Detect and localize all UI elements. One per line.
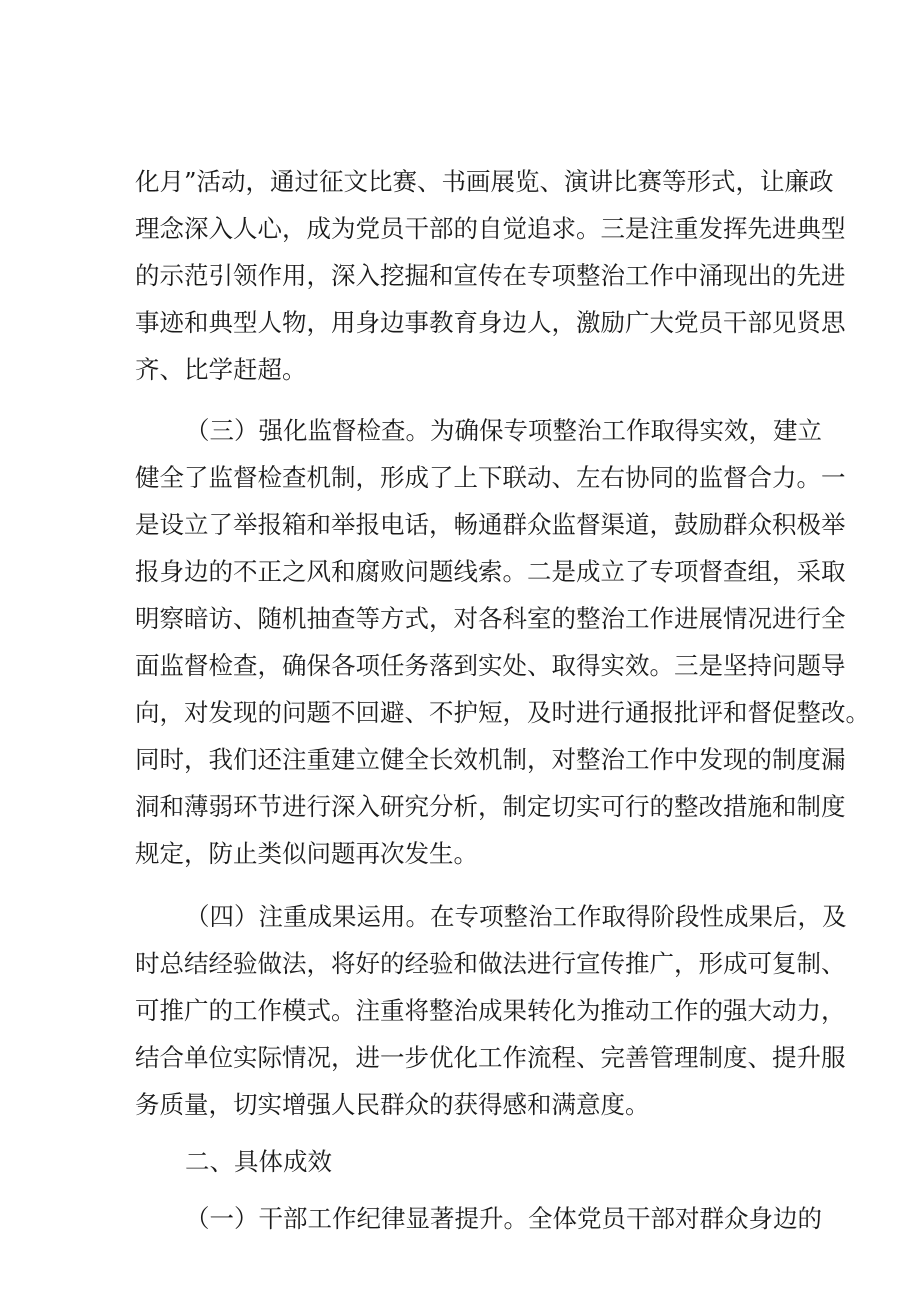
paragraph-line: 可推广的工作模式。注重将整治成果转化为推动工作的强大动力， <box>135 996 846 1025</box>
paragraph-line: 健全了监督检查机制，形成了上下联动、左右协同的监督合力。一 <box>135 463 846 492</box>
paragraph-line: 的示范引领作用，深入挖掘和宣传在专项整治工作中涌现出的先进 <box>135 261 846 290</box>
paragraph-line: 报身边的不正之风和腐败问题线索。二是成立了专项督查组，采取 <box>135 557 846 586</box>
paragraph-line: （三）强化监督检查。为确保专项整治工作取得实效，建立 <box>185 416 822 445</box>
paragraph-line: （一）干部工作纪律显著提升。全体党员干部对群众身边的 <box>185 1204 822 1233</box>
paragraph-line: 明察暗访、随机抽查等方式，对各科室的整治工作进展情况进行全 <box>135 604 846 633</box>
section-heading: 二、具体成效 <box>185 1147 332 1176</box>
paragraph-line: 理念深入人心，成为党员干部的自觉追求。三是注重发挥先进典型 <box>135 214 846 243</box>
paragraph-line: 规定，防止类似问题再次发生。 <box>135 839 478 868</box>
paragraph-line: 向，对发现的问题不回避、不护短，及时进行通报批评和督促整改。 <box>135 698 870 727</box>
paragraph-line: 事迹和典型人物，用身边事教育身边人，激励广大党员干部见贤思 <box>135 308 846 337</box>
paragraph-line: 务质量，切实增强人民群众的获得感和满意度。 <box>135 1090 650 1119</box>
paragraph-line: 是设立了举报箱和举报电话，畅通群众监督渠道，鼓励群众积极举 <box>135 510 846 539</box>
paragraph-line: 时总结经验做法，将好的经验和做法进行宣传推广，形成可复制、 <box>135 949 846 978</box>
paragraph-line: 结合单位实际情况，进一步优化工作流程、完善管理制度、提升服 <box>135 1043 846 1072</box>
paragraph-line: （四）注重成果运用。在专项整治工作取得阶段性成果后，及 <box>185 902 847 931</box>
paragraph-line: 齐、比学赶超。 <box>135 355 307 384</box>
paragraph-line: 洞和薄弱环节进行深入研究分析，制定切实可行的整改措施和制度 <box>135 792 846 821</box>
paragraph-line: 面监督检查，确保各项任务落到实处、取得实效。三是坚持问题导 <box>135 651 846 680</box>
paragraph-line: 同时，我们还注重建立健全长效机制，对整治工作中发现的制度漏 <box>135 745 846 774</box>
paragraph-line: 化月”活动，通过征文比赛、书画展览、演讲比赛等形式，让廉政 <box>135 167 834 196</box>
